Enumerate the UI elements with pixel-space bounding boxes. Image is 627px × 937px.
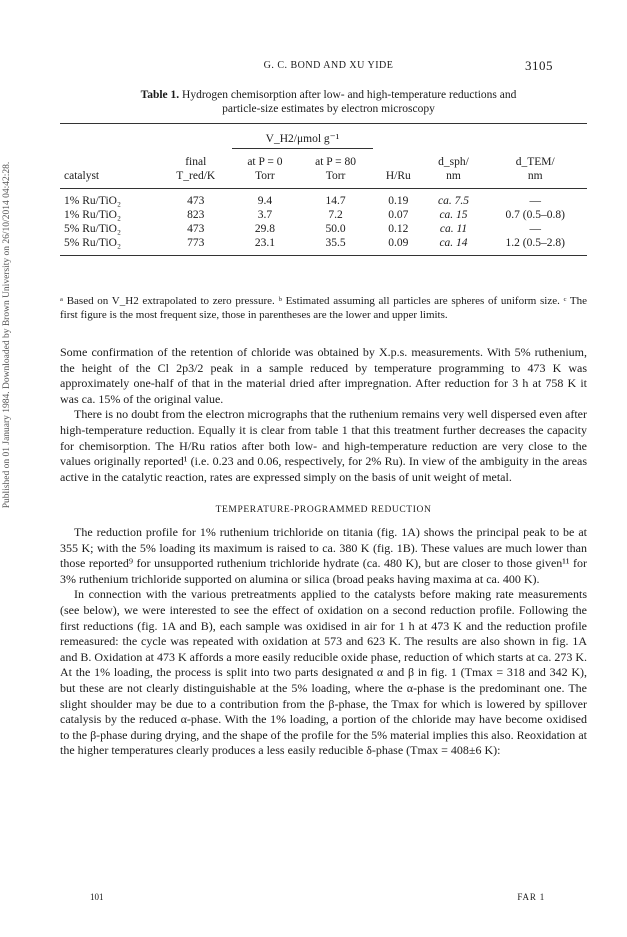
table-caption bbox=[104, 88, 553, 116]
cell-dtem: — bbox=[529, 223, 541, 235]
cell-catalyst: 5% Ru/TiO₂ bbox=[64, 237, 121, 249]
caption-line-2: particle-size estimates by electron microscopy bbox=[222, 103, 435, 115]
cell-hru: 0.19 bbox=[388, 195, 409, 207]
paragraph: There is no doubt from the electron micrographs that the ruthenium remains very well dispersed even after high-temperature reduction. Equally it is clear from table 1 that this treatment further decreases the capacity for chemisorption. The H/Ru ratios after both low- and high-temperature reduction are very close to the values originally reported¹ (i.e. 0.23 and 0.06, respectively, for 2% Ru). In view of the ambiguity in the areas active in the catalytic reaction, rates are expressed simply on the basis of unit weight of metal. bbox=[60, 407, 587, 484]
paragraph: The reduction profile for 1% ruthenium trichloride on titania (fig. 1A) shows the principal peak to be at 355 K; with the 5% loading its maximum is raised to ca. 380 K (fig. 1B). These values are much lower than those reported⁹ for unsupported ruthenium trichloride hydrate (ca. 480 K), but are closer to those given¹¹ for 3% ruthenium trichloride supported on alumina or silica (broad peaks having maxima at ca. 400 K). bbox=[60, 525, 587, 586]
cell-dsph: ca. 11 bbox=[439, 223, 468, 235]
paragraph: In connection with the various pretreatments applied to the catalysts before making rate measurements (see below), we were interested to see the effect of oxidation on a second reduction profile. Following the first reductions (fig. 1A and B), each sample was oxidised in air for 1 h at 473 K and the reduction profile remeasured: the cycle was repeated with oxidation at 573 and 623 K. The results are also shown in fig. 1A and B. Oxidation at 473 K affords a more easily reducible oxide phase, reduction of which starts at ca. 273 K. At the 1% loading, the process is split into two parts designated α and β in fig. 1 (Tmax = 318 and 342 K), but these are not clearly distinguishable at the 5% loading, where the α-phase is the predominant one. The slight shoulder may be due to a contribution from the β-phase, the Tmax for which is lowered by spillover catalysis by the reduced α-phase. With the 1% loading, a portion of the chloride may have become oxidised to the β-phase during drying, and the shape of the profile for the 5% material implies this also. Reoxidation at the higher temperatures clearly produces a less easily reducible δ-phase (Tmax = 408±6 K): bbox=[60, 587, 587, 758]
col-hru: H/Ru bbox=[385, 170, 411, 182]
cell-catalyst: 1% Ru/TiO₂ bbox=[64, 195, 121, 207]
cell-p80: 7.2 bbox=[328, 209, 343, 221]
paragraph: Some confirmation of the retention of chloride was obtained by X.p.s. measurements. With 5% ruthenium, the height of the Cl 2p3/2 peak in a sample reduced by temperature programming to 473 K was approximately one-half of that in the material dried after impregnation. After reduction for 3 h at 758 K it was ca. 15% of the original value. bbox=[60, 345, 587, 406]
page-footer bbox=[90, 892, 545, 906]
col-dsph-1: d_sph/ bbox=[438, 156, 469, 168]
page-number: 3105 bbox=[525, 58, 553, 73]
cell-hru: 0.07 bbox=[388, 209, 409, 221]
cell-t: 773 bbox=[187, 237, 205, 249]
col-final-1: final bbox=[185, 156, 207, 168]
cell-dsph: ca. 14 bbox=[439, 237, 468, 249]
cell-dsph: ca. 15 bbox=[439, 209, 468, 221]
cell-p0: 29.8 bbox=[254, 223, 275, 235]
col-p80-2: Torr bbox=[325, 170, 346, 182]
cell-catalyst: 5% Ru/TiO₂ bbox=[64, 223, 121, 235]
footer-right: FAR 1 bbox=[517, 892, 545, 902]
cell-hru: 0.12 bbox=[388, 223, 409, 235]
cell-dtem: 0.7 (0.5–0.8) bbox=[505, 209, 565, 221]
table-label: Table 1. bbox=[140, 89, 180, 101]
table-footnote: ᵃ Based on V_H2 extrapolated to zero pressure. ᵇ Estimated assuming all particles are spheres of uniform size. ᶜ The first figure is the most frequent size, those in parentheses are the lower and upper limits. bbox=[60, 295, 587, 321]
body-text-bottom bbox=[60, 525, 587, 759]
cell-t: 473 bbox=[187, 195, 205, 207]
col-p0-1: at P = 0 bbox=[247, 156, 283, 168]
running-header bbox=[104, 60, 553, 76]
cell-p80: 35.5 bbox=[325, 237, 346, 249]
col-catalyst: catalyst bbox=[64, 170, 100, 182]
cell-p80: 14.7 bbox=[325, 195, 346, 207]
table-row bbox=[60, 236, 587, 256]
body-text-top bbox=[60, 345, 587, 485]
cell-p80: 50.0 bbox=[325, 223, 346, 235]
cell-dtem: 1.2 (0.5–2.8) bbox=[505, 237, 565, 249]
chemisorption-table bbox=[60, 123, 587, 256]
col-dsph-2: nm bbox=[446, 170, 461, 182]
col-dtem-1: d_TEM/ bbox=[515, 156, 555, 168]
table-row bbox=[60, 208, 587, 222]
footer-left: 101 bbox=[90, 892, 104, 902]
cell-t: 823 bbox=[187, 209, 205, 221]
running-title: G. C. BOND AND XU YIDE bbox=[263, 60, 394, 71]
cell-hru: 0.09 bbox=[388, 237, 409, 249]
group-header: V_H2/μmol g⁻¹ bbox=[232, 132, 373, 149]
cell-p0: 23.1 bbox=[254, 237, 275, 249]
cell-t: 473 bbox=[187, 223, 205, 235]
table-row bbox=[60, 189, 587, 209]
cell-p0: 9.4 bbox=[257, 195, 273, 207]
col-final-2: T_red/K bbox=[176, 170, 216, 182]
caption-line-1: Hydrogen chemisorption after low- and high-temperature reductions and bbox=[182, 89, 517, 101]
cell-dsph: ca. 7.5 bbox=[438, 195, 469, 207]
table-row bbox=[60, 222, 587, 236]
col-dtem-2: nm bbox=[527, 170, 543, 182]
download-notice: Published on 01 January 1984. Downloaded by Brown University on 26/10/2014 04:42:28. bbox=[2, 161, 12, 509]
cell-catalyst: 1% Ru/TiO₂ bbox=[64, 209, 121, 221]
col-p0-2: Torr bbox=[255, 170, 275, 182]
col-p80-1: at P = 80 bbox=[315, 156, 356, 168]
section-heading: TEMPERATURE-PROGRAMMED REDUCTION bbox=[215, 505, 432, 515]
cell-p0: 3.7 bbox=[257, 209, 273, 221]
cell-dtem: — bbox=[529, 195, 541, 207]
